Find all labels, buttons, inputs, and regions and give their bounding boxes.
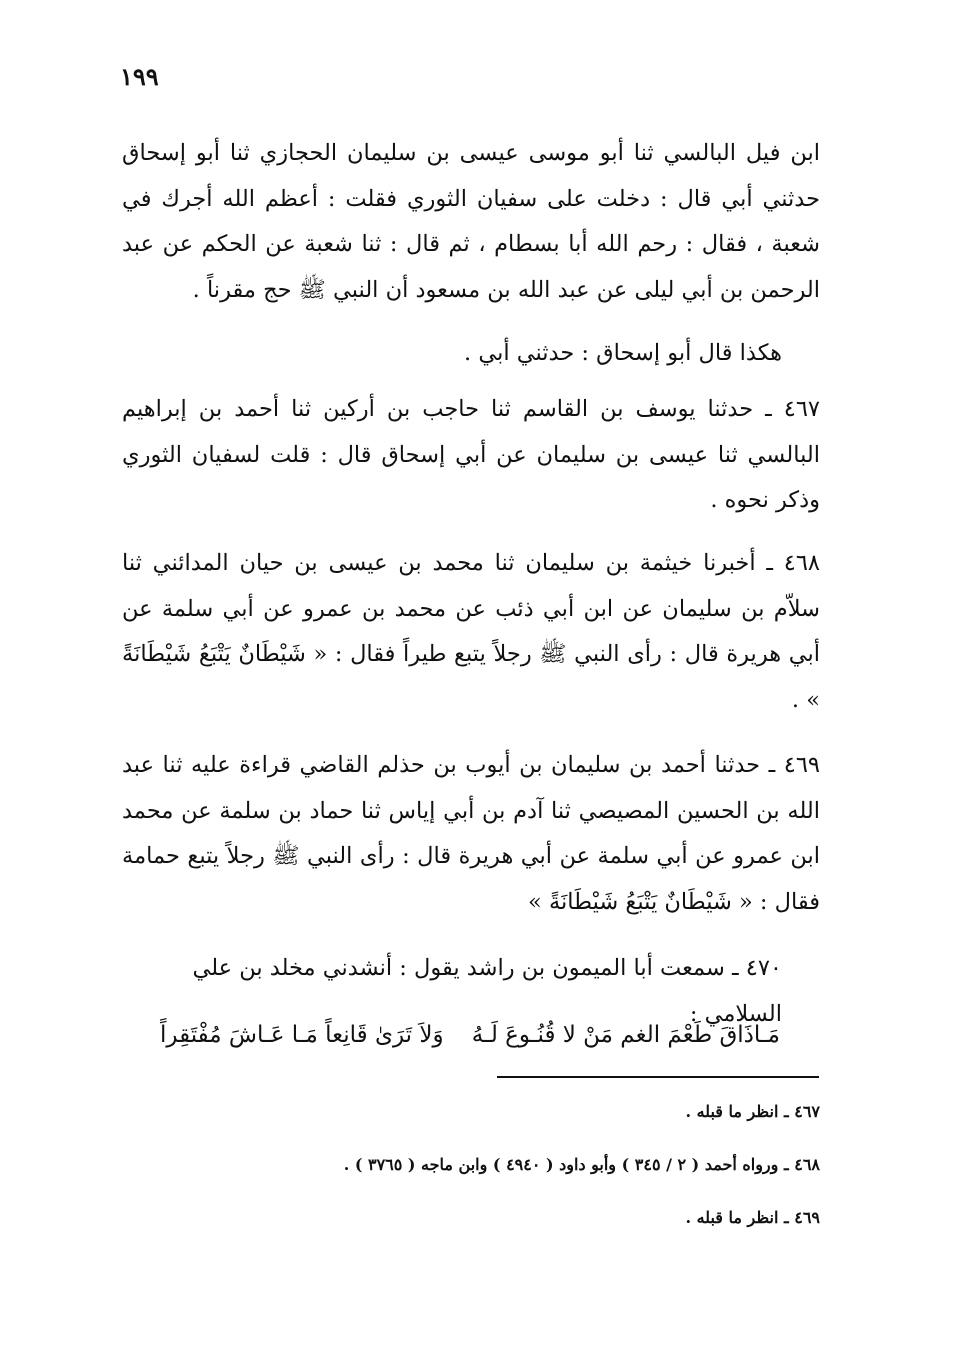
paragraph-note: هكذا قال أبو إسحاق : حدثني أبي .: [464, 340, 782, 366]
paragraph-continuation: ابن فيل البالسي ثنا أبو موسى عيسى بن سليمان الحجازي ثنا أبو إسحاق حدثني أبي قال : دخلت على سفيان الثوري فقلت : أعظم الله أجرك في شعبة ، فقال : رحم الله أبا بسطام ، ثم قال : ثنا شعبة عن الحكم عن عبد الرحمن بن أبي ليلى عن عبد الله بن مسعود أن النبي ﷺ حج مقرناً .: [122, 140, 820, 303]
hadith-470: ٤٧٠ ـ سمعت أبا الميمون بن راشد يقول : أنشدني مخلد بن علي السلامي :: [192, 955, 782, 1027]
hadith-467: ٤٦٧ ـ حدثنا يوسف بن القاسم ثنا حاجب بن أركين ثنا أحمد بن إبراهيم البالسي ثنا عيسى بن سليمان عن أبي إسحاق قال : قلت لسفيان الثوري وذكر نحوه .: [122, 396, 820, 513]
poetry-verse: [160, 1012, 780, 1058]
page-number: ١٩٩: [120, 62, 159, 91]
hadith-469: ٤٦٩ ـ حدثنا أحمد بن سليمان بن أيوب بن حذلم القاضي قراءة عليه ثنا عبد الله بن الحسين المصيصي ثنا آدم بن أبي إياس ثنا حماد بن سلمة عن محمد ابن عمرو عن أبي سلمة عن أبي هريرة قال : رأى النبي ﷺ رجلاً يتبع حمامة فقال : « شَيْطَانٌ يَتْبَعُ شَيْطَانَةً »: [122, 752, 820, 915]
footnote-468: ٤٦٨ ـ ورواه أحمد ( ٢ / ٣٤٥ ) وأبو داود ( ٤٩٤٠ ) وابن ماجه ( ٣٧٦٥ ) .: [343, 1155, 820, 1174]
verse-first-hemistich: مَـاذَاقَ طَعْمَ الغم مَنْ لا قُنُـوعَ لَـهُ: [471, 1022, 780, 1048]
footnote-divider: [497, 1076, 819, 1078]
footnote-469: ٤٦٩ ـ انظر ما قبله .: [685, 1208, 820, 1227]
footnote-467: ٤٦٧ ـ انظر ما قبله .: [685, 1102, 820, 1121]
footnotes: [250, 1094, 820, 1253]
verse-second-hemistich: وَلاَ تَرَىٰ قَانِعاً مَـا عَـاشَ مُفْتَقِراً: [160, 1022, 444, 1048]
hadith-468: ٤٦٨ ـ أخبرنا خيثمة بن سليمان ثنا محمد بن عيسى بن حيان المدائني ثنا سلاّم بن سليمان عن ابن أبي ذئب عن محمد بن عمرو عن أبي سلمة عن أبي هريرة قال : رأى النبي ﷺ رجلاً يتبع طيراً فقال : « شَيْطَانٌ يَتْبَعُ شَيْطَانَةً » .: [122, 550, 820, 713]
